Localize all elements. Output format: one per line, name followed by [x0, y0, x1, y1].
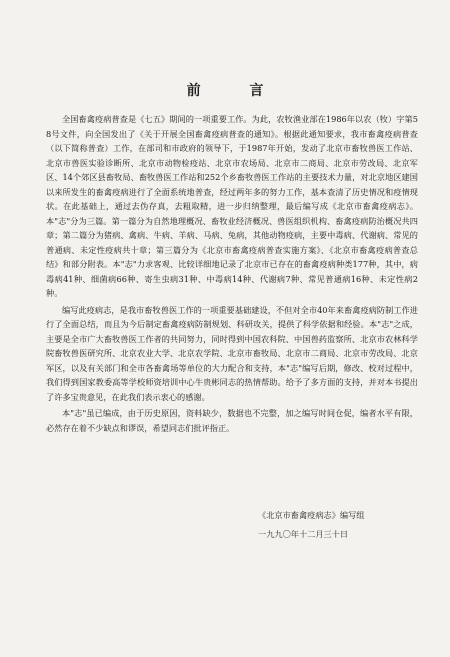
preface-paragraph-3: 本"志"虽已编成，由于历史原因，资料缺少，数据也不完整，加之编写时间仓促，编者水平有限，必然存在着不少缺点和谬误，希望同志们批评指正。	[46, 408, 418, 433]
preface-paragraph-1: 全国畜禽疫病普查是《七五》期间的一项重要工作。为此，农牧渔业部在1986年以农（牧）字第58号文件，向全国发出了《关于开展全国畜禽疫病普查的通知》。根据此通知要求，我市畜禽疫病普查（以下简称普查）工作，在部司和市政府的领导下，于1987年开始，发动了北京市畜牧兽医工作站、北京市兽医实验诊断所、北京市动物检疫站、北京市农场局、北京市二商局、北京市劳改局、北京军区、14个郊区县畜牧局、畜牧兽医工作站和252个乡畜牧兽医工作站的主要技术力量，对北京地区建国以来所发生的畜禽疫病进行了全面系统地普查，经过两年多的努力工作，基本查清了历史情况和疫情现状。在此基础上，通过去伪存真，去粗取精，进一步归纳整理，最后编写成《北京市畜禽疫病志》。本"志"分为三篇。第一篇分为自然地理概况、畜牧业经济概况、兽医组织机构、畜禽疫病防治概况共四章；第二篇分为猪病、禽病、牛病、羊病、马病、兔病，其他动物疫病，主要中毒病、代谢病、常见的普通病、未定性疫病共十章；第三篇分为《北京市畜禽疫病普查实施方案》、《北京市畜禽疫病普查总结》和部分附表。本"志"力求客观、比较详细地记录了北京市已存在的畜禽疫病种类177种，其中，病毒病41种、细菌病66种、寄生虫病31种、中毒病14种、代谢病7种、常见普通病16种、未定性病2种。	[46, 114, 418, 298]
page-title: 前 言	[186, 83, 286, 99]
signature-block	[258, 506, 364, 544]
signature-org: 《北京市畜禽疫病志》编写组	[258, 510, 365, 520]
signature-date: 一九九〇年十二月三十日	[258, 529, 349, 539]
preface-body	[46, 112, 418, 437]
preface-paragraph-2: 编写此疫病志，是我市畜牧兽医工作的一项重要基础建设，不但对全市40年来畜禽疫病防制工作进行了全面总结，而且为今后制定畜禽疫病防制规划、科研攻关，提供了科学依据和经验。本"志"之成，主要是全市广大畜牧兽医工作者的共同努力，同时得到中国农科院、中国兽药监察所、北京市农林科学院畜牧兽医研究所、北京农业大学、北京农学院、北京市畜牧局、北京市二商局、北京市劳改局、北京军区，以及有关部门和全市各畜禽场等单位的大力配合和支持，本"志"编写后期，修改、校对过程中，我们得到国家教委高等学校师资培训中心牛贵彬同志的热情帮助。给予了多方面的支持，并对本书提出了许多宝贵意见，在此我们表示衷心的感谢。	[46, 304, 418, 402]
